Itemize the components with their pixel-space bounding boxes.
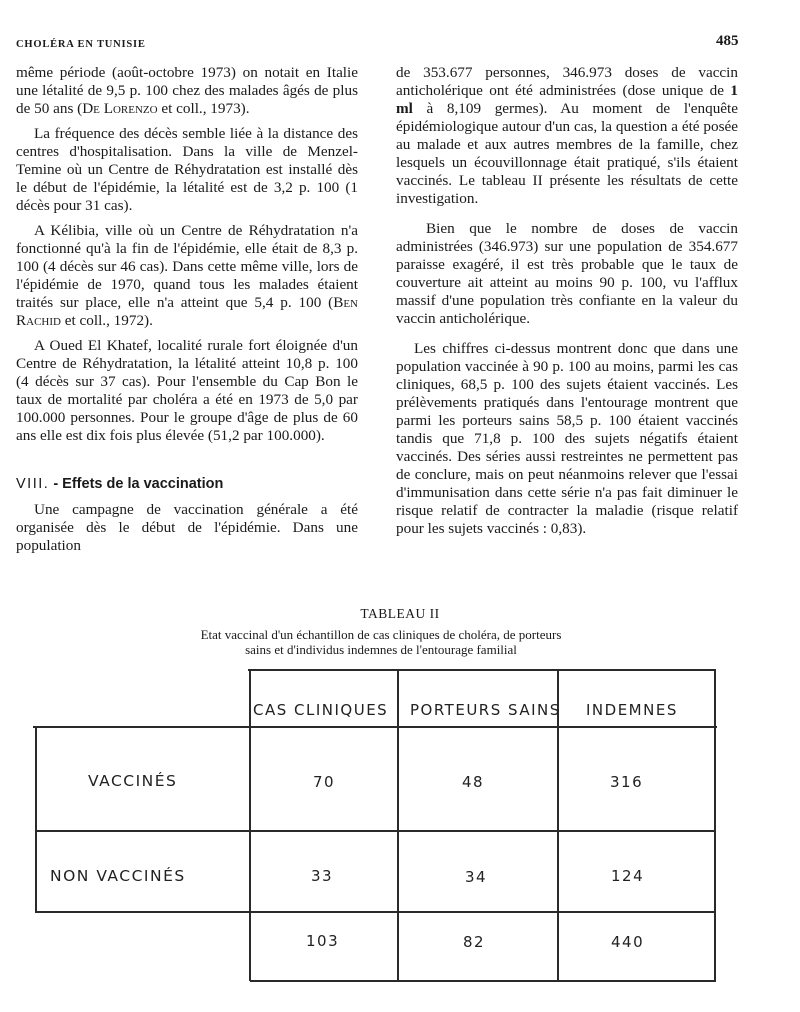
table-cell: 124: [611, 867, 645, 885]
paragraph: La fréquence des décès semble liée à la distance des centres d'hospitalisation. Dans la ville de Menzel-Temine où un Centre de Réhydratation est installé dès le début de l'épidémie, la létalité est de 3,2 p. 100 (1 décès pour 31 cas).: [16, 125, 358, 214]
paragraph: de 353.677 personnes, 346.973 doses de vaccin anticholérique ont été administrées (dose unique de 1 ml à 8,109 germes). Au moment de l'enquête épidémiologique autour d'un cas, la question a été posée au malade et aux autres membres de la famille, chez lesquels un écouvillonnage était pratiqué, s'ils étaient vaccinés. Le tableau II présente les résultats de cette investigation.: [396, 64, 738, 207]
table-cell-total: 103: [306, 932, 340, 950]
table-cell: 48: [462, 773, 485, 791]
paragraph: même période (août-octobre 1973) on notait en Italie une létalité de 9,5 p. 100 chez des malades âgés de plus de 50 ans (De Lorenzo et coll., 1973).: [16, 64, 358, 117]
table-cell: 33: [311, 867, 334, 885]
section-heading: VIII. - Effets de la vaccination: [16, 476, 224, 492]
table-cell-total: 440: [611, 933, 645, 951]
paragraph: A Kélibia, ville où un Centre de Réhydratation n'a fonctionné qu'à la fin de l'épidémie, elle était de 8,3 p. 100 (4 décès sur 46 cas). Dans cette même ville, lors de l'épidémie de 1970, quand tous les malades étaient traités sur place, elle n'a atteint que 5,4 p. 100 (Ben Rachid et coll., 1972).: [16, 222, 358, 329]
running-title: CHOLÉRA EN TUNISIE: [16, 39, 146, 50]
paragraph: Bien que le nombre de doses de vaccin administrées (346.973) sur une population de 354.677 paraisse exagéré, il est très probable que le taux de couverture ait atteint au moins 90 p. 100, vu l'afflux massif d'une population très confiante en la valeur du vaccin anticholérique.: [396, 220, 738, 327]
row-label: NON VACCINÉS: [50, 867, 186, 885]
column-header: CAS CLINIQUES: [253, 701, 389, 719]
paragraph: Les chiffres ci-dessus montrent donc que dans une population vaccinée à 90 p. 100 au moins, parmi les cas cliniques, 68,5 p. 100 des sujets étaient vaccinés. Les prélèvements pratiqués dans l'entourage montrent que parmi les porteurs sains 58,5 p. 100 étaient vaccinés tandis que 71,8 p. 100 des sujets négatifs étaient vaccinés. Des séries aussi restreintes ne permettent pas de conclure, mais on peut néanmoins relever que l'essai d'immunisation dans cette série n'a pas fait diminuer le risque relatif de contracter la maladie (risque relatif pour les sujets vaccinés : 0,83).: [396, 340, 738, 537]
column-header: PORTEURS SAINS: [410, 701, 561, 719]
table-cell: 316: [610, 773, 644, 791]
table-cell: 70: [313, 773, 336, 791]
paragraph: Une campagne de vaccination générale a été organisée dès le début de l'épidémie. Dans une population: [16, 501, 358, 554]
table-title: TABLEAU II: [360, 606, 440, 621]
row-label: VACCINÉS: [88, 772, 178, 790]
paragraph: A Oued El Khatef, localité rurale fort éloignée d'un Centre de Réhydratation, la létalité atteint 10,8 p. 100 (4 décès sur 37 cas). Pour l'ensemble du Cap Bon le taux de mortalité par choléra a été en 1973 de 5,0 par 100.000 personnes. Pour le groupe d'âge de plus de 60 ans elle est dix fois plus élevée (51,2 par 100.000).: [16, 337, 358, 444]
page-number: 485: [716, 33, 739, 49]
table-caption: Etat vaccinal d'un échantillon de cas cliniques de choléra, de porteurs sains et d'individus indemnes de l'entourage familial: [200, 627, 562, 657]
column-header: INDEMNES: [586, 701, 678, 719]
table-cell-total: 82: [463, 933, 486, 951]
table-cell: 34: [465, 868, 488, 886]
